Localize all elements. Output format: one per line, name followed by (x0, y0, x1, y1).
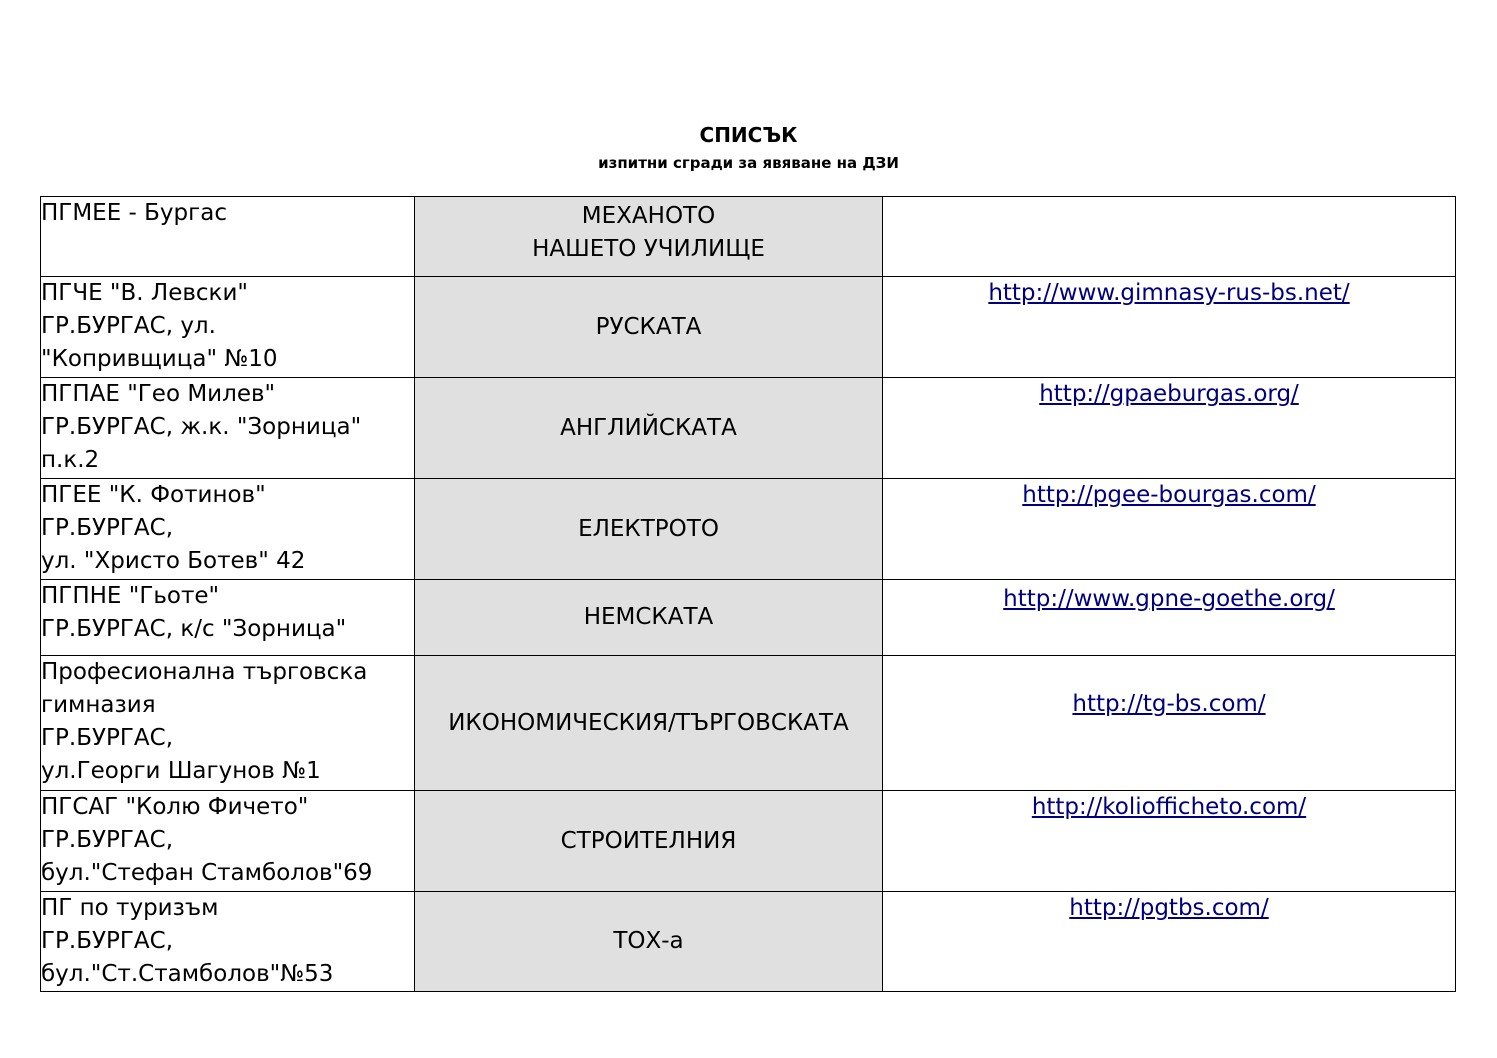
nickname-cell (415, 791, 883, 892)
school-line: ПГМЕЕ - Бургас (41, 200, 227, 226)
table-row (41, 656, 1456, 791)
school-cell (41, 580, 415, 656)
table-row (41, 197, 1456, 277)
table-row (41, 378, 1456, 479)
school-line: ПГ по туризъм (41, 895, 219, 921)
website-cell (883, 197, 1456, 277)
website-link[interactable]: http://pgtbs.com/ (1069, 895, 1269, 921)
table-row (41, 277, 1456, 378)
school-line: ГР.БУРГАС, (41, 928, 174, 954)
school-line: гимназия (41, 692, 156, 718)
website-link[interactable]: http://tg-bs.com/ (1072, 691, 1266, 717)
school-line: ГР.БУРГАС, к/с "Зорница" (41, 616, 347, 642)
nickname-line: РУСКАТА (595, 313, 702, 340)
school-line: ПГЧЕ "В. Левски" (41, 280, 248, 306)
nickname-cell (415, 277, 883, 378)
table-row (41, 791, 1456, 892)
nickname-cell (415, 892, 883, 992)
school-line: ПГПАЕ "Гео Милев" (41, 381, 276, 407)
website-link[interactable]: http://www.gimnasy-rus-bs.net/ (988, 280, 1350, 306)
school-line: ул.Георги Шагунов №1 (41, 758, 321, 784)
school-cell (41, 378, 415, 479)
website-cell (883, 892, 1456, 992)
nickname-cell (415, 197, 883, 277)
school-cell (41, 791, 415, 892)
nickname-line: НАШЕТО УЧИЛИЩЕ (532, 236, 765, 262)
nickname-cell (415, 580, 883, 656)
nickname-line: ИКОНОМИЧЕСКИЯ/ТЪРГОВСКАТА (448, 709, 849, 736)
nickname-line: АНГЛИЙСКАТА (560, 414, 737, 441)
table-row (41, 580, 1456, 656)
school-line: ПГСАГ "Колю Фичето" (41, 794, 309, 820)
school-cell (41, 479, 415, 580)
school-line: "Копривщица" №10 (41, 346, 278, 372)
website-cell (883, 656, 1456, 791)
website-cell (883, 791, 1456, 892)
school-line: бул."Стефан Стамболов"69 (41, 860, 373, 886)
website-cell (883, 378, 1456, 479)
nickname-line: СТРОИТЕЛНИЯ (560, 827, 737, 854)
website-cell (883, 580, 1456, 656)
website-link[interactable]: http://pgee-bourgas.com/ (1022, 482, 1316, 508)
website-link[interactable]: http://www.gpne-goethe.org/ (1003, 586, 1335, 612)
school-line: ПГЕЕ "К. Фотинов" (41, 482, 266, 508)
nickname-cell (415, 479, 883, 580)
table-row (41, 479, 1456, 580)
school-line: ГР.БУРГАС, ул. (41, 313, 216, 339)
school-line: п.к.2 (41, 447, 100, 473)
nickname-line: НЕМСКАТА (583, 604, 714, 630)
school-line: ГР.БУРГАС, ж.к. "Зорница" (41, 414, 362, 440)
school-cell (41, 892, 415, 992)
document-title: СПИСЪК (699, 123, 798, 147)
website-cell (883, 479, 1456, 580)
nickname-line: ЕЛЕКТРОТО (578, 515, 719, 542)
nickname-line: МЕХАНОТО (581, 203, 716, 229)
schools-table (40, 196, 1456, 992)
nickname-line: ТОХ-а (613, 928, 684, 954)
website-cell (883, 277, 1456, 378)
school-cell (41, 197, 415, 277)
school-line: ПГПНЕ "Гьоте" (41, 583, 220, 609)
table-row (41, 892, 1456, 992)
school-line: ГР.БУРГАС, (41, 827, 174, 853)
website-link[interactable]: http://gpaeburgas.org/ (1039, 381, 1299, 407)
school-line: бул."Ст.Стамболов"№53 (41, 961, 334, 987)
document-subtitle: изпитни сгради за явяване на ДЗИ (598, 154, 899, 172)
school-line: ГР.БУРГАС, (41, 515, 174, 541)
website-link[interactable]: http://koliofficheto.com/ (1031, 794, 1307, 820)
school-cell (41, 656, 415, 791)
school-line: Професионална търговска (41, 659, 368, 685)
school-line: ул. "Христо Ботев" 42 (41, 548, 306, 574)
nickname-cell (415, 378, 883, 479)
school-line: ГР.БУРГАС, (41, 725, 174, 751)
school-cell (41, 277, 415, 378)
nickname-cell (415, 656, 883, 791)
